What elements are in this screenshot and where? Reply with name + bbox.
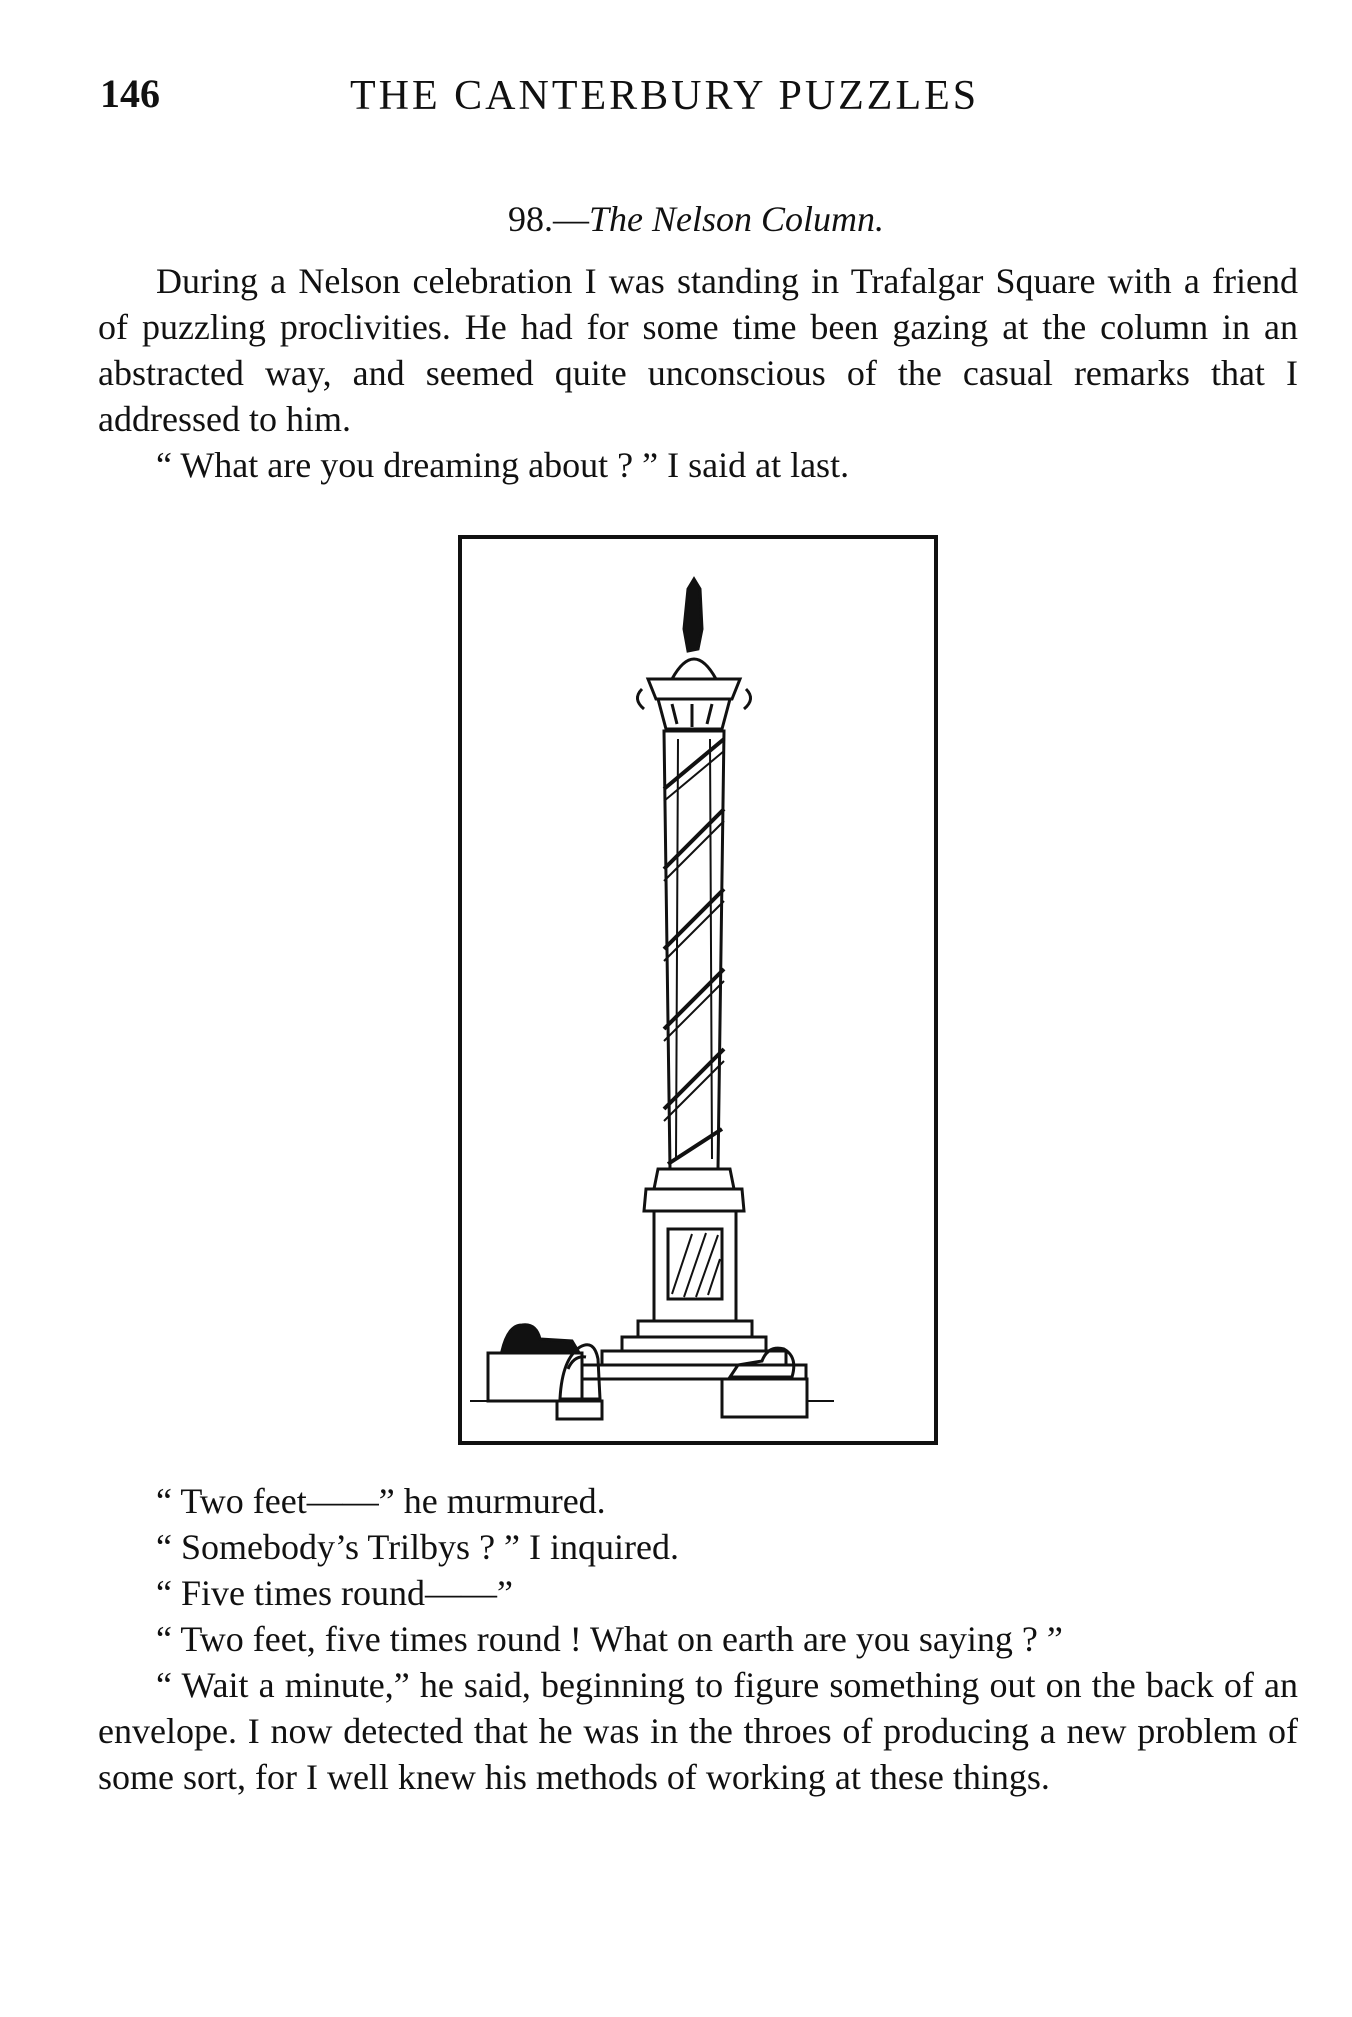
step-1 (638, 1321, 752, 1337)
running-title: THE CANTERBURY PUZZLES (350, 73, 980, 119)
paragraph: “ What are you dreaming about ? ” I said at last. (156, 445, 850, 485)
nelson-column-illustration (458, 535, 938, 1445)
page-number: 146 (100, 71, 160, 116)
capital-top (648, 679, 740, 699)
column-drawing (462, 539, 934, 1441)
paragraph: “ Five times round——” (156, 1573, 513, 1613)
puzzle-title: The Nelson Column. (588, 199, 884, 239)
left-back-lion (502, 1325, 578, 1351)
statue-base (672, 659, 716, 679)
step-2 (622, 1337, 766, 1351)
paragraph: “ Two feet——” he murmured. (156, 1481, 606, 1521)
paragraph: “ Two feet, five times round ! What on earth are you saying ? ” (156, 1619, 1063, 1659)
right-lion (730, 1348, 794, 1377)
paragraph: “ Wait a minute,” he said, beginning to figure something out on the back of an envelope. I now detected that he was in the throes of producing a new problem of some sort, for I well knew his methods of working at these things. (98, 1665, 1298, 1797)
pedestal-cornice (644, 1189, 744, 1211)
intro-text (98, 258, 1298, 488)
pedestal-cap (654, 1169, 734, 1189)
front-plinth (557, 1401, 602, 1419)
puzzle-heading (0, 198, 1352, 240)
spiral-band-edge (664, 751, 724, 1121)
statue-figure (684, 579, 702, 651)
capital-body (658, 699, 730, 729)
relief-hatching (672, 1233, 720, 1297)
capital-leaves (672, 704, 712, 727)
puzzle-number: 98.— (507, 199, 589, 239)
paragraph: “ Somebody’s Trilbys ? ” I inquired. (156, 1527, 679, 1567)
shaft-flutes (676, 739, 712, 1159)
column-shaft (664, 731, 724, 1169)
right-plinth (722, 1379, 807, 1417)
page-header (0, 70, 1352, 130)
dialogue-text (98, 1478, 1298, 1800)
paragraph: During a Nelson celebration I was standing in Trafalgar Square with a friend of puzzling proclivities. He had for some time been gazing at the column in an abstracted way, and seemed quite unconscious of the casual remarks that I addressed to him. (98, 261, 1298, 439)
